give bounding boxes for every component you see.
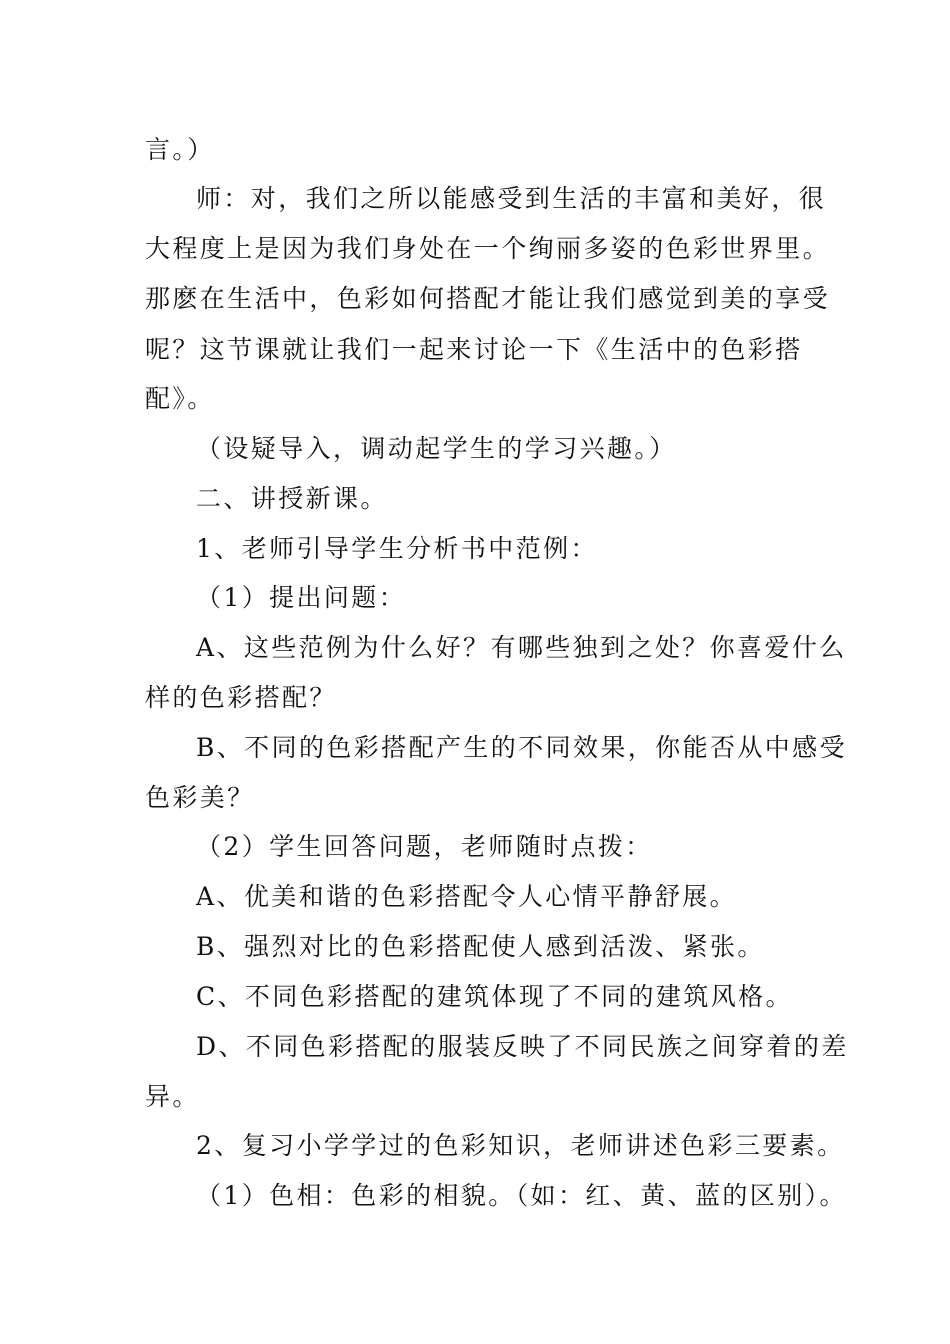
text-line: B、不同的色彩搭配产生的不同效果，你能否从中感受	[196, 733, 847, 762]
text-line: （设疑导入，调动起学生的学习兴趣。）	[196, 434, 677, 463]
text-line: （2）学生回答问题，老师随时点拨：	[196, 832, 653, 861]
text-line: 大程度上是因为我们身处在一个绚丽多姿的色彩世界里。	[145, 234, 831, 263]
text-line: A、这些范例为什么好？有哪些独到之处？你喜爱什么	[196, 633, 847, 662]
text-line: 异。	[145, 1082, 200, 1111]
text-line: （1）色相：色彩的相貌。（如：红、黄、蓝的区别）。	[196, 1181, 847, 1210]
text-line: 言。）	[145, 135, 215, 164]
text-line: A、优美和谐的色彩搭配令人心情平静舒展。	[196, 882, 738, 911]
text-line: D、不同色彩搭配的服装反映了不同民族之间穿着的差	[196, 1032, 849, 1061]
text-line: B、强烈对比的色彩搭配使人感到活泼、紧张。	[196, 932, 765, 961]
text-line: （1）提出问题：	[196, 583, 407, 612]
text-line: C、不同色彩搭配的建筑体现了不同的建筑风格。	[196, 982, 793, 1011]
section-heading: 二、讲授新课。	[196, 484, 388, 513]
text-line: 那麽在生活中，色彩如何搭配才能让我们感觉到美的享受	[145, 284, 831, 313]
text-line: 配》。	[145, 384, 215, 413]
text-line: 色彩美？	[145, 783, 255, 812]
text-line: 师：对，我们之所以能感受到生活的丰富和美好，很	[196, 184, 827, 213]
text-line: 2、复习小学学过的色彩知识，老师讲述色彩三要素。	[196, 1131, 845, 1160]
text-line: 呢？这节课就让我们一起来讨论一下《生活中的色彩搭	[145, 335, 803, 364]
text-line: 1、老师引导学生分析书中范例：	[196, 534, 598, 563]
text-line: 样的色彩搭配？	[145, 683, 337, 712]
